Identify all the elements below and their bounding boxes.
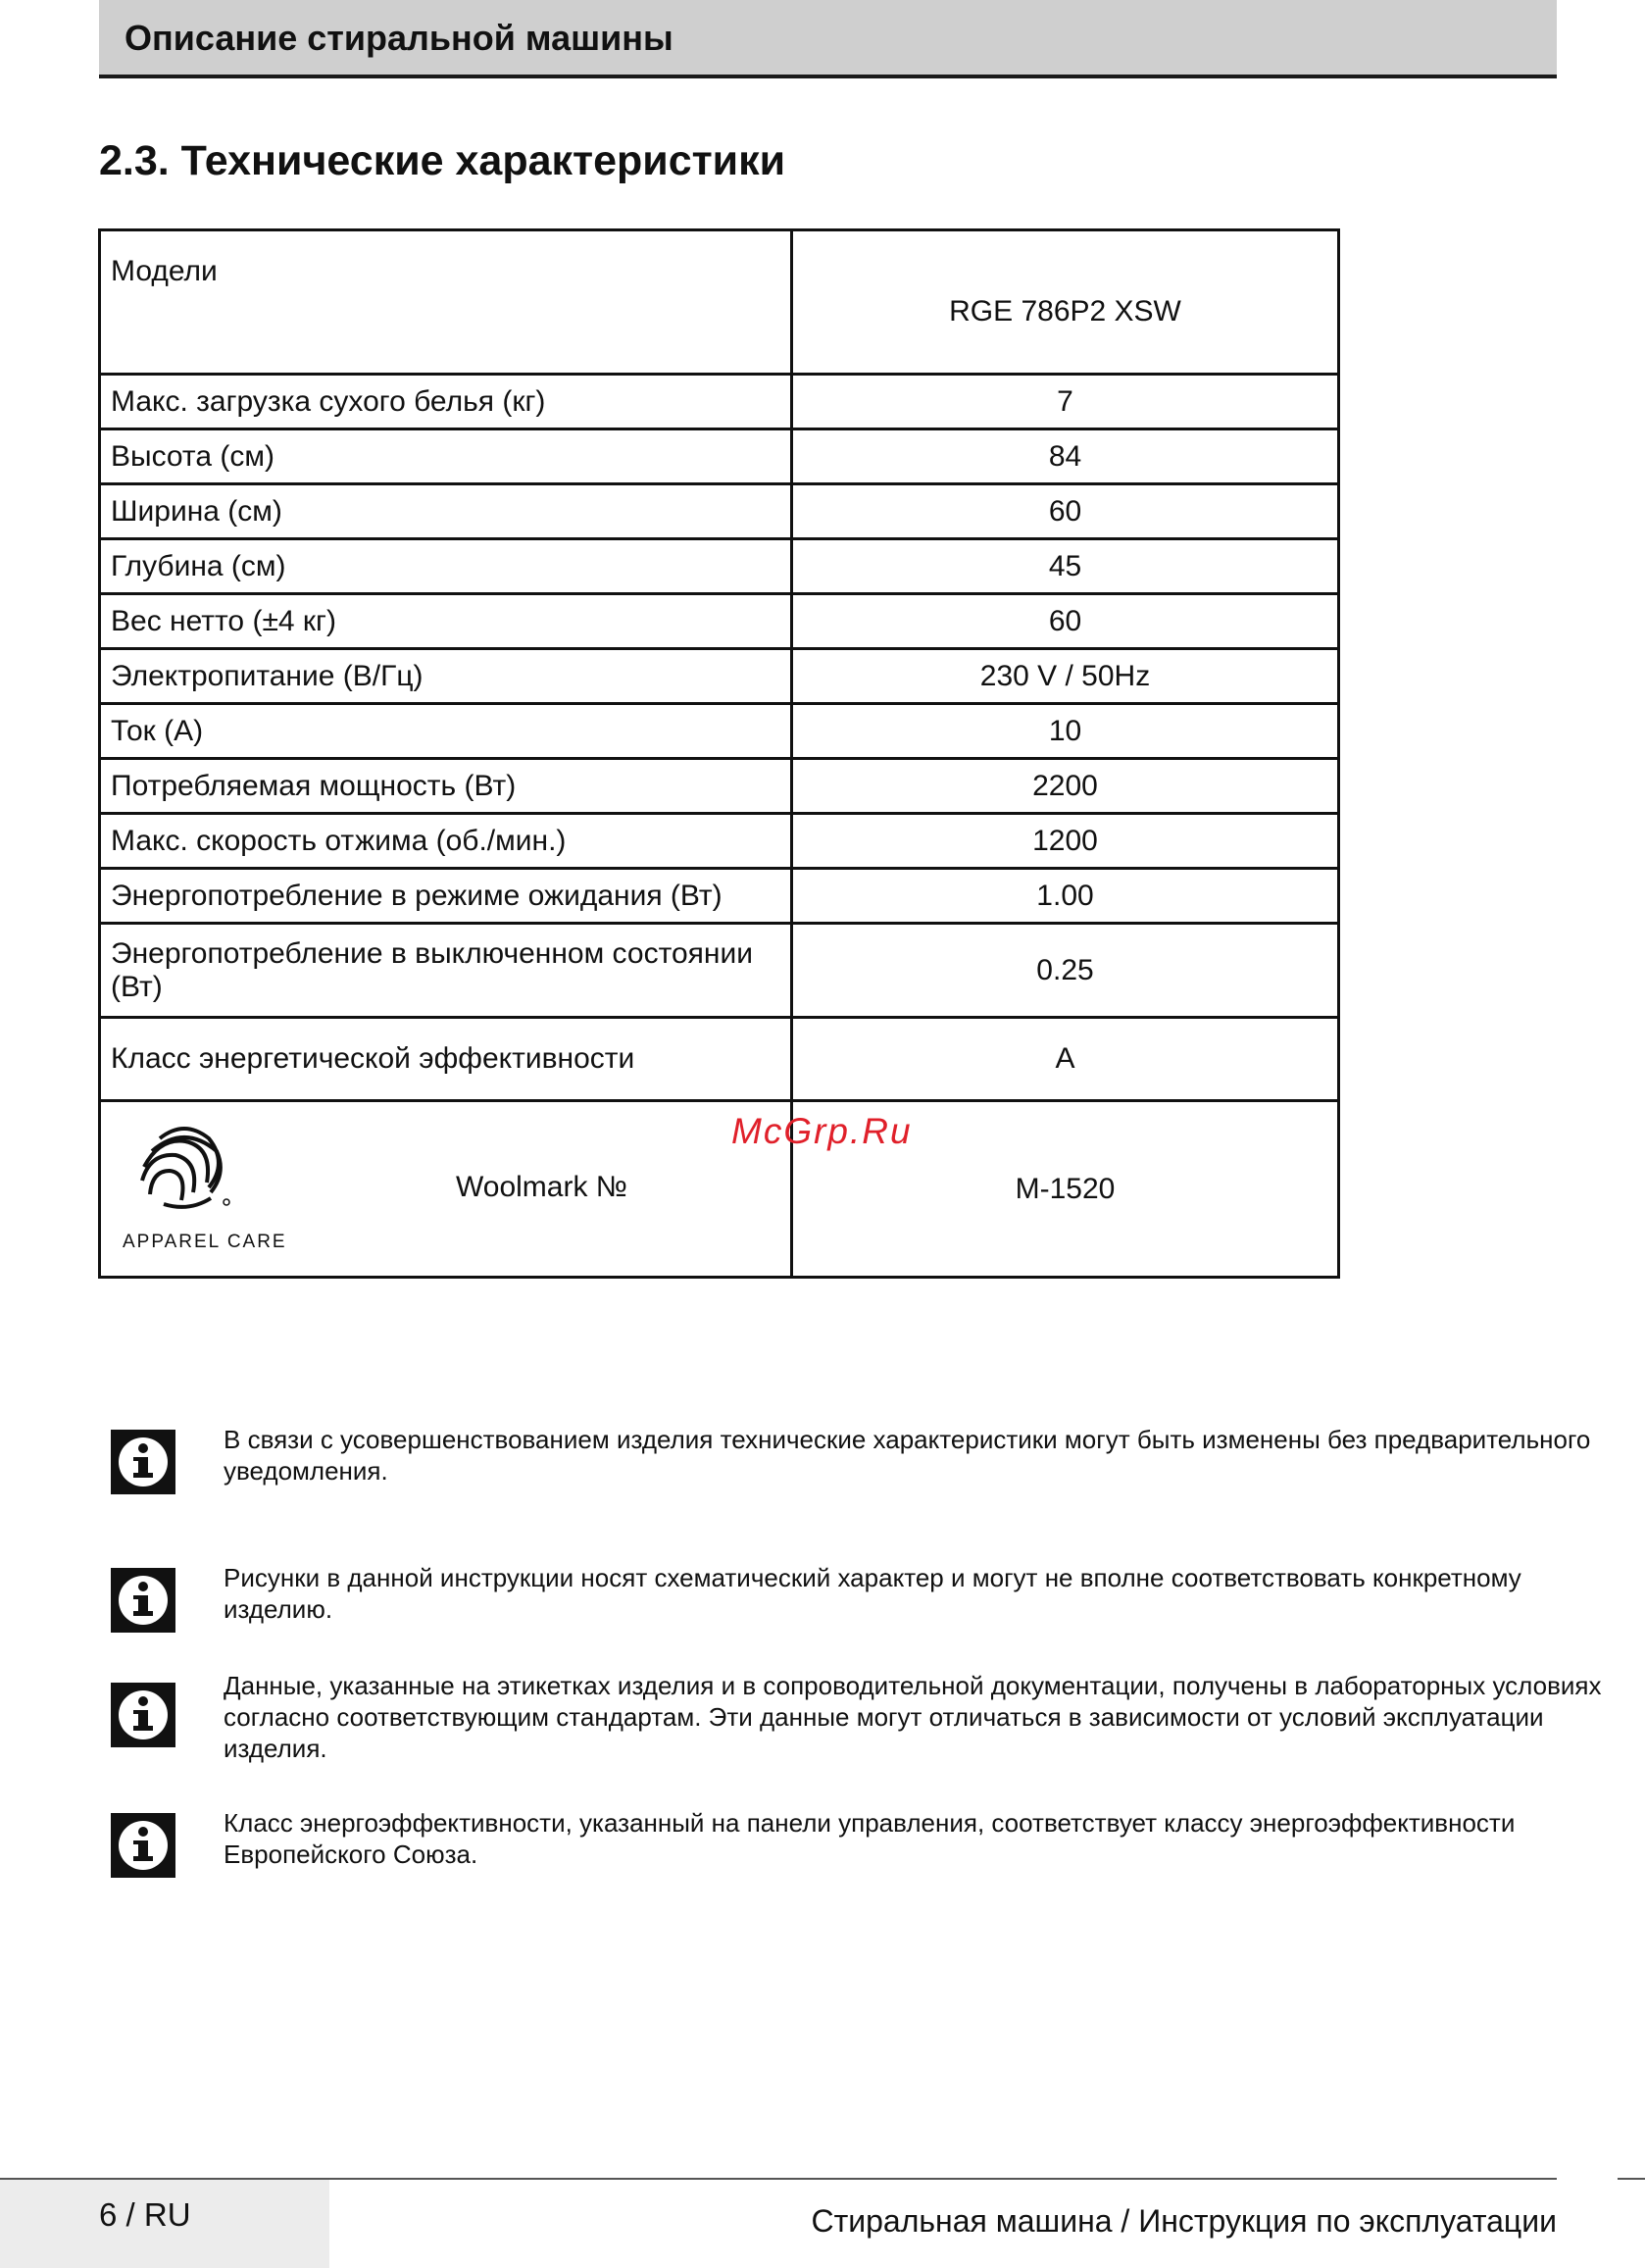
info-icon — [111, 1683, 175, 1747]
header-band — [99, 0, 1557, 78]
section-title: 2.3. Технические характеристики — [99, 137, 786, 184]
model-label: Модели — [100, 230, 792, 375]
table-row — [100, 869, 1339, 924]
spec-label: Ширина (см) — [100, 484, 792, 539]
woolmark-value: M-1520 — [792, 1101, 1339, 1278]
spec-value: 84 — [792, 429, 1339, 484]
note-text: Класс энергоэффективности, указанный на панели управления, соответствует классу энергоэффективности Европейского Союза. — [224, 1808, 1516, 1869]
table-row — [100, 484, 1339, 539]
woolmark-cell — [100, 1101, 792, 1278]
table-row — [100, 1018, 1339, 1101]
spec-label: Макс. скорость отжима (об./мин.) — [100, 814, 792, 869]
spec-label: Класс энергетической эффективности — [100, 1018, 792, 1101]
spec-table — [98, 228, 1340, 1279]
table-row — [100, 375, 1339, 429]
spec-value: A — [792, 1018, 1339, 1101]
table-row — [100, 649, 1339, 704]
spec-value: 7 — [792, 375, 1339, 429]
table-row — [100, 704, 1339, 759]
spec-value: 0.25 — [792, 924, 1339, 1018]
spec-value: 10 — [792, 704, 1339, 759]
table-row — [100, 759, 1339, 814]
spec-label: Макс. загрузка сухого белья (кг) — [100, 375, 792, 429]
spec-value: 60 — [792, 484, 1339, 539]
spec-label: Электропитание (В/Гц) — [100, 649, 792, 704]
spec-value: 2200 — [792, 759, 1339, 814]
spec-label: Потребляемая мощность (Вт) — [100, 759, 792, 814]
info-icon — [111, 1568, 175, 1633]
spec-value: 60 — [792, 594, 1339, 649]
info-icon — [111, 1813, 175, 1878]
spec-value: 45 — [792, 539, 1339, 594]
note-text: В связи с усовершенствованием изделия технические характеристики могут быть изменены без предварительного уведомления. — [224, 1425, 1591, 1486]
spec-label: Глубина (см) — [100, 539, 792, 594]
table-row — [100, 230, 1339, 375]
model-value: RGE 786P2 XSW — [792, 230, 1339, 375]
spec-value: 1.00 — [792, 869, 1339, 924]
footer-doc-title: Стиральная машина / Инструкция по эксплуатации — [811, 2203, 1557, 2239]
spec-value: 230 V / 50Hz — [792, 649, 1339, 704]
woolmark-label: Woolmark № — [456, 1171, 627, 1203]
table-row — [100, 1101, 1339, 1278]
note-text: Рисунки в данной инструкции носят схематический характер и могут не вполне соответствовать конкретному изделию. — [224, 1563, 1521, 1624]
table-row — [100, 814, 1339, 869]
spec-label: Высота (см) — [100, 429, 792, 484]
spec-label: Энергопотребление в режиме ожидания (Вт) — [100, 869, 792, 924]
table-row — [100, 594, 1339, 649]
table-row — [100, 539, 1339, 594]
table-row — [100, 429, 1339, 484]
footer-divider — [1618, 2178, 1645, 2180]
note-text: Данные, указанные на этикетках изделия и в сопроводительной документации, получены в лабораторных условиях согласно соответствующим стандартам. Эти данные могут отличаться в зависимости от условий эксплуатации изделия. — [224, 1671, 1602, 1763]
spec-label: Энергопотребление в выключенном состоянии (Вт) — [100, 924, 792, 1018]
watermark: McGrp.Ru — [731, 1111, 913, 1151]
info-icon — [111, 1430, 175, 1494]
footer-divider — [0, 2178, 1557, 2180]
table-row — [100, 924, 1339, 1018]
spec-label: Вес нетто (±4 кг) — [100, 594, 792, 649]
spec-value: 1200 — [792, 814, 1339, 869]
header-title: Описание стиральной машины — [125, 18, 673, 58]
woolmark-caption: APPAREL CARE — [123, 1232, 287, 1252]
woolmark-logo-icon — [130, 1124, 238, 1212]
spec-label: Ток (А) — [100, 704, 792, 759]
page-number: 6 / RU — [99, 2196, 191, 2233]
